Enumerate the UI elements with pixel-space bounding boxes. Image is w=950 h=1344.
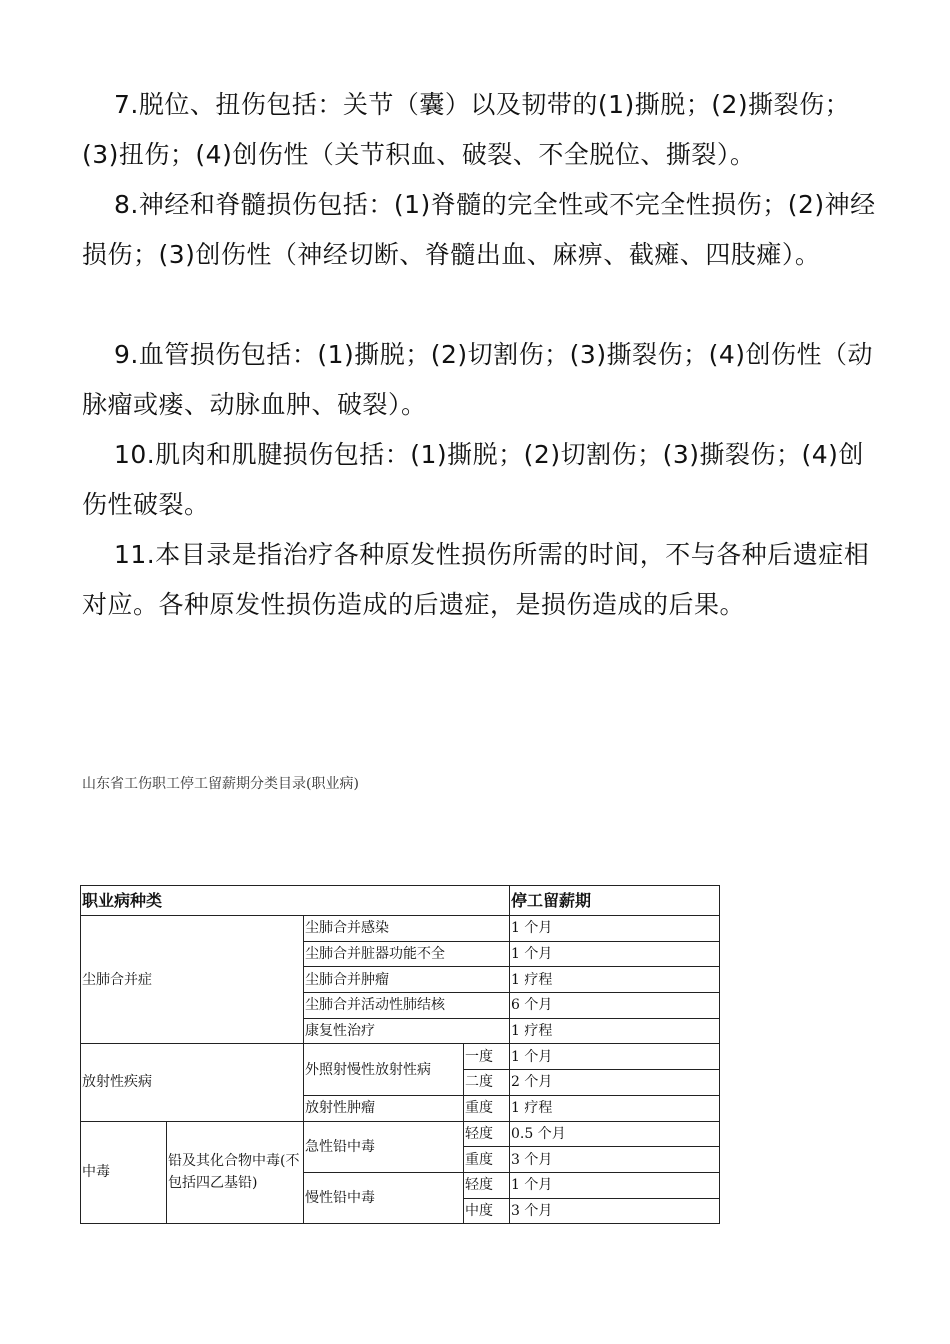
header-period: 停工留薪期 xyxy=(510,886,720,916)
table-row xyxy=(81,916,720,942)
paragraph-10: 10.肌肉和肌腱损伤包括：(1)撕脱；(2)切割伤；(3)撕裂伤；(4)创伤性破裂。 xyxy=(82,440,864,519)
period-cell: 1 疗程 xyxy=(510,1095,720,1121)
category-radiation: 放射性疾病 xyxy=(81,1044,304,1121)
period-cell: 0.5 个月 xyxy=(510,1121,720,1147)
table-row xyxy=(81,1044,720,1070)
table-title: 山东省工伤职工停工留薪期分类目录(职业病) xyxy=(82,776,359,792)
degree-cell: 重度 xyxy=(464,1095,510,1121)
period-cell: 3 个月 xyxy=(510,1198,720,1224)
item-cell: 尘肺合并活动性肺结核 xyxy=(304,993,510,1019)
paragraph-7: 7.脱位、扭伤包括：关节（囊）以及韧带的(1)撕脱；(2)撕裂伤；(3)扭伤；(4)创伤性（关节积血、破裂、不全脱位、撕裂）。 xyxy=(82,90,851,169)
item-cell: 尘肺合并感染 xyxy=(304,916,510,942)
period-cell: 1 个月 xyxy=(510,1044,720,1070)
item-cell: 康复性治疗 xyxy=(304,1018,510,1044)
occupational-disease-table xyxy=(80,885,720,1224)
item-cell: 尘肺合并脏器功能不全 xyxy=(304,941,510,967)
degree-cell: 中度 xyxy=(464,1198,510,1224)
period-cell: 3 个月 xyxy=(510,1147,720,1173)
period-cell: 1 个月 xyxy=(510,1172,720,1198)
period-cell: 1 疗程 xyxy=(510,1018,720,1044)
degree-cell: 轻度 xyxy=(464,1172,510,1198)
item-cell: 尘肺合并肿瘤 xyxy=(304,967,510,993)
degree-cell: 重度 xyxy=(464,1147,510,1173)
period-cell: 1 个月 xyxy=(510,941,720,967)
category-pneumoconiosis: 尘肺合并症 xyxy=(81,916,304,1044)
period-cell: 2 个月 xyxy=(510,1070,720,1096)
table-row xyxy=(81,1121,720,1147)
degree-cell: 二度 xyxy=(464,1070,510,1096)
period-cell: 1 疗程 xyxy=(510,967,720,993)
item-cell: 外照射慢性放射性病 xyxy=(304,1044,464,1095)
period-cell: 6 个月 xyxy=(510,993,720,1019)
paragraph-9: 9.血管损伤包括：(1)撕脱；(2)切割伤；(3)撕裂伤；(4)创伤性（动脉瘤或瘘、动脉血肿、破裂）。 xyxy=(82,340,874,419)
header-category: 职业病种类 xyxy=(81,886,510,916)
table-header-row xyxy=(81,886,720,916)
degree-cell: 一度 xyxy=(464,1044,510,1070)
paragraph-11: 11.本目录是指治疗各种原发性损伤所需的时间，不与各种后遗症相对应。各种原发性损伤造成的后遗症，是损伤造成的后果。 xyxy=(82,540,870,619)
item-cell: 慢性铅中毒 xyxy=(304,1172,464,1223)
period-cell: 1 个月 xyxy=(510,916,720,942)
item-cell: 放射性肿瘤 xyxy=(304,1095,464,1121)
item-cell: 急性铅中毒 xyxy=(304,1121,464,1172)
paragraph-8: 8.神经和脊髓损伤包括：(1)脊髓的完全性或不完全性损伤；(2)神经损伤；(3)创伤性（神经切断、脊髓出血、麻痹、截瘫、四肢瘫）。 xyxy=(82,190,876,269)
category-poisoning: 中毒 xyxy=(81,1121,167,1224)
degree-cell: 轻度 xyxy=(464,1121,510,1147)
subcategory-lead: 铅及其化合物中毒(不包括四乙基铅) xyxy=(167,1121,304,1224)
